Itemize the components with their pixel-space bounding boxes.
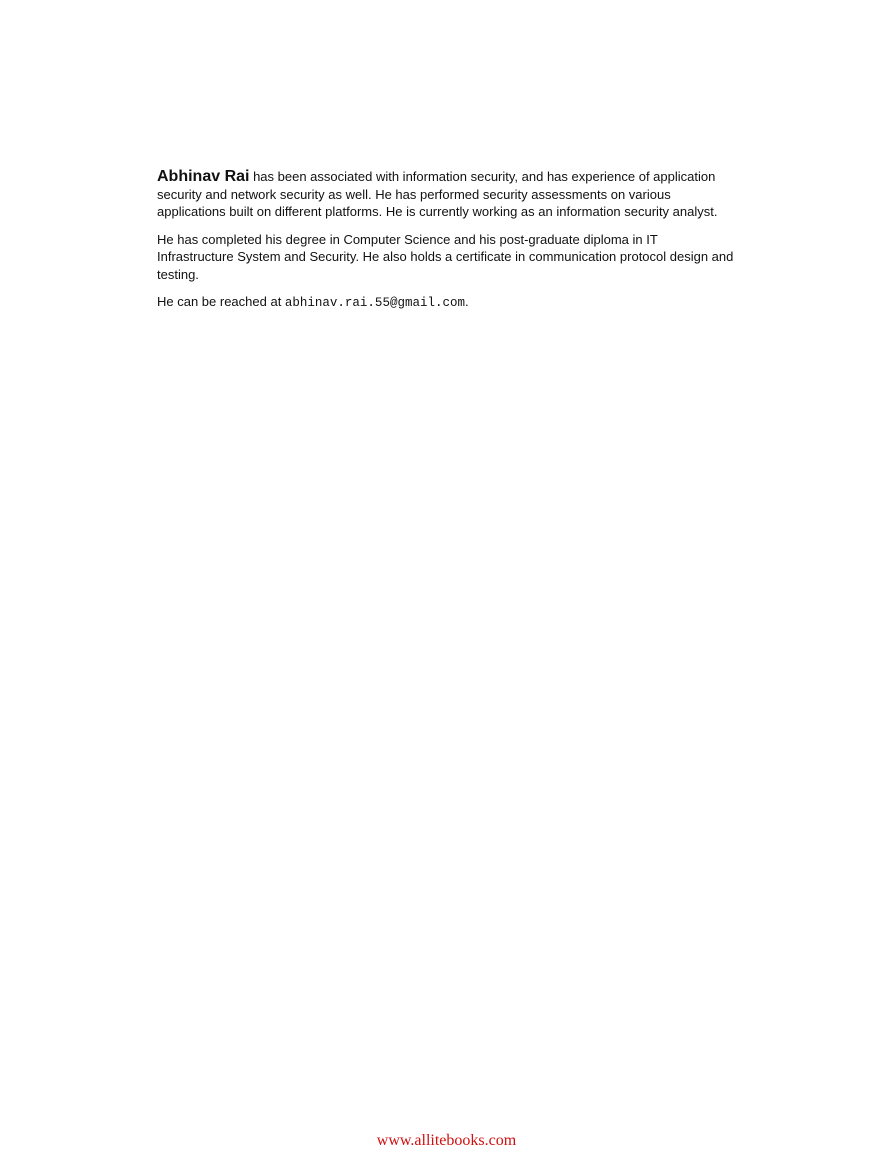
contact-suffix: . [464,294,469,309]
footer-website-link[interactable]: www.allitebooks.com [376,1132,517,1149]
contact-prefix: He can be reached at [157,294,285,309]
author-name: Abhinav Rai [157,168,250,185]
contact-paragraph [157,293,737,313]
bio-paragraph-1-text: has been associated with information security, and has experience of application security and network security as well. He has performed security assessments on various applications built on different platforms. He is currently working as an information security analyst. [157,169,718,219]
bio-paragraph-2: He has completed his degree in Computer Science and his post-graduate diploma in IT Infrastructure System and Security. He also holds a certificate in communication protocol design and testing. [157,231,734,282]
bio-paragraph-1 [157,168,737,221]
author-bio [157,168,737,323]
email-address: abhinav.rai.55@gmail.com [284,296,465,310]
